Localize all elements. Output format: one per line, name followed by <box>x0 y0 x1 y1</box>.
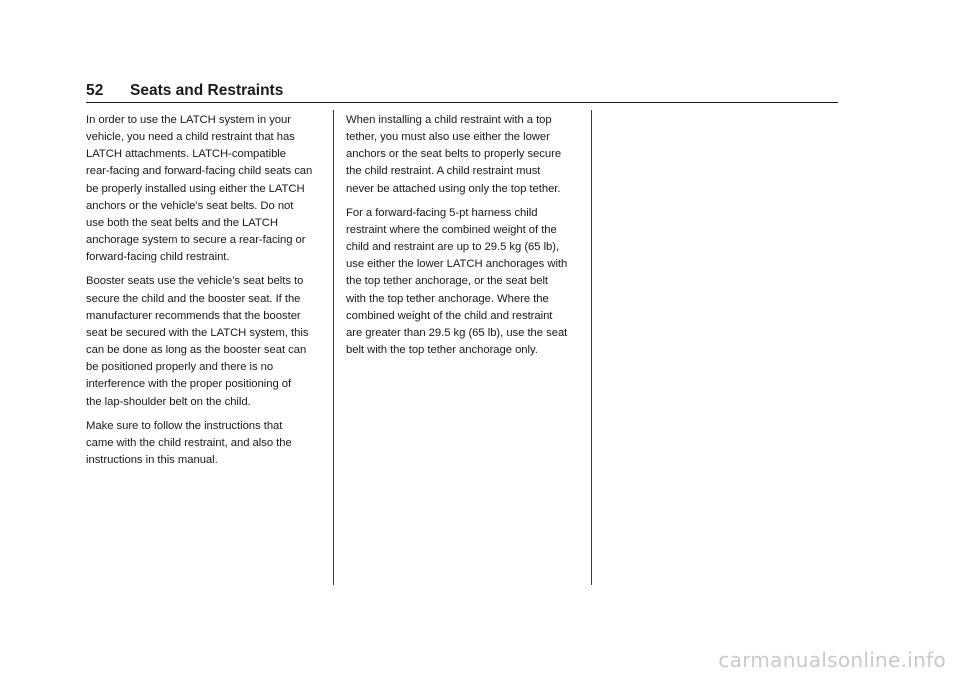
text-column-right <box>346 112 582 366</box>
page-header <box>86 80 838 103</box>
paragraph-harness-weight: For a forward-facing 5-pt harness child restraint where the combined weight of the child and restraint are up to 29.5 kg (65 lb), use either the lower LATCH anchorages with the top tether anchorage, or the seat belt with the top tether anchorage. Where the combined weight of the child and restraint are greater than 29.5 kg (65 lb), use the seat belt with the top tether anchorage only. <box>346 206 568 357</box>
column-divider-right <box>591 110 592 585</box>
paragraph-follow-instructions: Make sure to follow the instructions that came with the child restraint, and also the instructions in this manual. <box>86 419 292 466</box>
paragraph-top-tether: When installing a child restraint with a top tether, you must also use either the lower anchors or the seat belts to properly secure the child restraint. A child restraint must never be attached using only the top tether. <box>346 114 562 195</box>
text-column-left <box>86 112 322 476</box>
page-number: 52 <box>86 82 104 99</box>
section-title: Seats and Restraints <box>130 82 284 99</box>
column-divider-left <box>333 110 334 585</box>
paragraph-latch-requirements: In order to use the LATCH system in your vehicle, you need a child restraint that has LATCH attachments. LATCH-compatible rear-facing and forward-facing child seats can be properly installed using either the LATCH anchors or the vehicle’s seat belts. Do not use both the seat belts and the LATCH anchorage system to secure a rear-facing or forward-facing child restraint. <box>86 114 313 264</box>
watermark-text: carmanualsonline.info <box>718 648 946 672</box>
paragraph-booster-seats: Booster seats use the vehicle’s seat belts to secure the child and the booster seat. If the manufacturer recommends that the booster seat be secured with the LATCH system, this can be done as long as the booster seat can be positioned properly and there is no interference with the proper positioning of the lap-shoulder belt on the child. <box>86 275 309 408</box>
